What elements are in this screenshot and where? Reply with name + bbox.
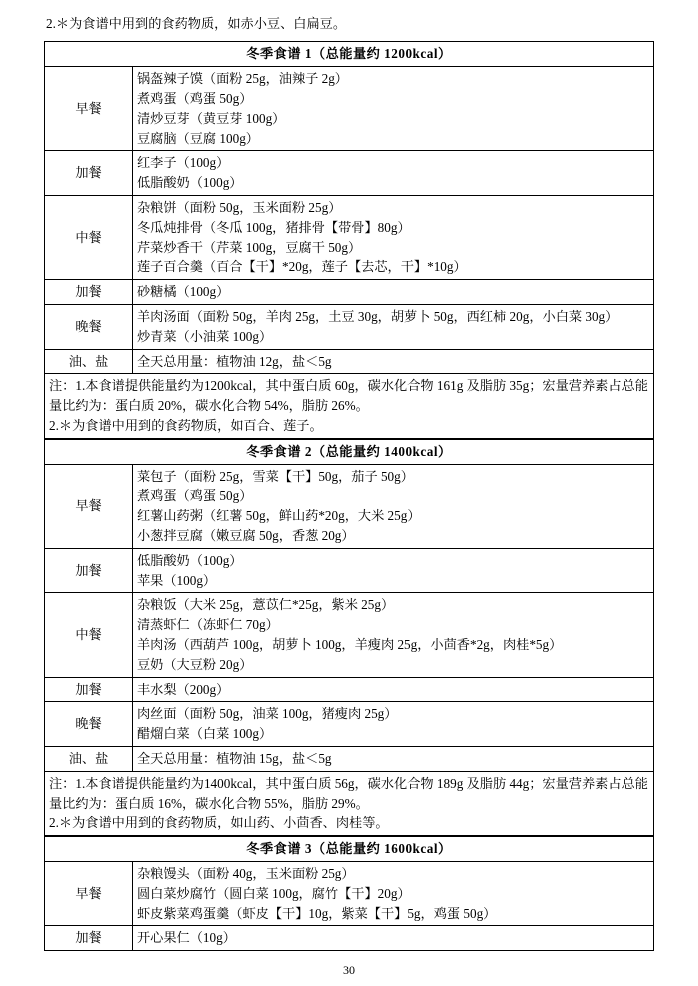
list-item: 煮鸡蛋（鸡蛋 50g） [137,488,253,504]
table-row [45,349,654,374]
meal-label: 晚餐 [45,305,133,350]
meal-label: 加餐 [45,548,133,593]
meal-items [133,926,654,951]
meal-items [133,305,654,350]
meal-items [133,746,654,771]
menu-table-3 [44,836,654,951]
meal-label-oil-salt: 油、盐 [45,746,133,771]
table-row [45,746,654,771]
section-title-row [45,42,654,67]
list-item: 杂粮饭（大米 25g，薏苡仁*25g，紫米 25g） [137,597,395,613]
note-row [45,374,654,438]
note-line: 注：1.本食谱提供能量约为1200kcal，其中蛋白质 60g，碳水化合物 161g 及脂肪 35g；宏量营养素占总能量比约为：蛋白质 20%，碳水化合物 54%，脂肪 26%。 [49,378,648,414]
list-item: 小葱拌豆腐（嫩豆腐 50g，香葱 20g） [137,527,355,543]
table-row [45,196,654,280]
list-item: 全天总用量：植物油 15g，盐＜5g [137,750,332,766]
table-row [45,151,654,196]
list-item: 豆腐脑（豆腐 100g） [137,130,259,146]
list-item: 肉丝面（面粉 50g，油菜 100g，猪瘦肉 25g） [137,706,398,722]
list-item: 红薯山药粥（红薯 50g，鲜山药*20g，大米 25g） [137,508,421,524]
section-title: 冬季食谱 1（总能量约 1200kcal） [45,42,654,67]
lead-note: 2.＊为食谱中用到的食药物质，如赤小豆、白扁豆。 [46,16,347,31]
page-number: 30 [343,963,355,977]
section-title: 冬季食谱 2（总能量约 1400kcal） [45,439,654,464]
meal-items [133,196,654,280]
section-title-row [45,439,654,464]
table-row [45,702,654,747]
list-item: 开心果仁（10g） [137,930,236,946]
meal-items [133,280,654,305]
menu-note [45,771,654,835]
section-title: 冬季食谱 3（总能量约 1600kcal） [45,837,654,862]
meal-label: 中餐 [45,593,133,677]
table-row [45,280,654,305]
meal-label: 早餐 [45,464,133,548]
meal-items [133,593,654,677]
meal-label: 早餐 [45,861,133,925]
list-item: 豆奶（大豆粉 20g） [137,656,253,672]
note-line: 2.＊为食谱中用到的食药物质，如百合、莲子。 [49,418,323,433]
list-item: 清蒸虾仁（冻虾仁 70g） [137,617,279,633]
menu-table-1 [44,41,654,438]
table-row [45,548,654,593]
list-item: 杂粮饼（面粉 50g，玉米面粉 25g） [137,200,342,216]
meal-label: 加餐 [45,280,133,305]
list-item: 虾皮紫菜鸡蛋羹（虾皮【干】10g，紫菜【干】5g，鸡蛋 50g） [137,905,497,921]
list-item: 芹菜炒香干（芹菜 100g，豆腐干 50g） [137,239,362,255]
list-item: 低脂酸奶（100g） [137,552,243,568]
list-item: 杂粮馒头（面粉 40g，玉米面粉 25g） [137,865,355,881]
note-line: 2.＊为食谱中用到的食药物质，如山药、小茴香、肉桂等。 [49,815,389,831]
table-row [45,464,654,548]
table-row [45,67,654,151]
menu-note [45,374,654,438]
meal-label: 早餐 [45,67,133,151]
list-item: 炒青菜（小油菜 100g） [137,328,273,344]
meal-items [133,349,654,374]
table-row [45,926,654,951]
meal-label: 加餐 [45,677,133,702]
table-row [45,593,654,677]
meal-items [133,151,654,196]
list-item: 醋熘白菜（白菜 100g） [137,726,273,742]
meal-label: 加餐 [45,151,133,196]
meal-items [133,861,654,925]
list-item: 全天总用量：植物油 12g，盐＜5g [137,353,332,369]
meal-items [133,702,654,747]
list-item: 低脂酸奶（100g） [137,175,243,191]
table-row [45,861,654,925]
list-item: 莲子百合羹（百合【干】*20g，莲子【去芯，干】*10g） [137,259,467,275]
list-item: 羊肉汤（西葫芦 100g，胡萝卜 100g，羊瘦肉 25g，小茴香*2g，肉桂*5g） [137,636,563,652]
list-item: 清炒豆芽（黄豆芽 100g） [137,110,286,126]
meal-label: 加餐 [45,926,133,951]
meal-items [133,67,654,151]
table-row [45,677,654,702]
list-item: 煮鸡蛋（鸡蛋 50g） [137,91,253,107]
meal-label: 中餐 [45,196,133,280]
meal-items [133,677,654,702]
meal-label-oil-salt: 油、盐 [45,349,133,374]
list-item: 冬瓜炖排骨（冬瓜 100g，猪排骨【带骨】80g） [137,219,411,235]
section-title-row [45,837,654,862]
table-row [45,305,654,350]
meal-label: 晚餐 [45,702,133,747]
list-item: 锅盔辣子馍（面粉 25g，油辣子 2g） [137,71,348,87]
list-item: 羊肉汤面（面粉 50g，羊肉 25g，土豆 30g，胡萝卜 50g，西红柿 20g，小白菜 30g） [137,309,619,325]
list-item: 圆白菜炒腐竹（圆白菜 100g，腐竹【干】20g） [137,885,411,901]
note-row [45,771,654,835]
list-item: 菜包子（面粉 25g，雪菜【干】50g，茄子 50g） [137,468,414,484]
list-item: 苹果（100g） [137,572,217,588]
meal-items [133,464,654,548]
note-line: 注：1.本食谱提供能量约为1400kcal，其中蛋白质 56g，碳水化合物 189g 及脂肪 44g；宏量营养素占总能量比约为：蛋白质 16%，碳水化合物 55%，脂肪 29%。 [49,775,648,811]
menu-table-2 [44,439,654,836]
meal-items [133,548,654,593]
list-item: 砂糖橘（100g） [137,284,230,300]
list-item: 丰水梨（200g） [137,681,230,697]
list-item: 红李子（100g） [137,155,230,171]
